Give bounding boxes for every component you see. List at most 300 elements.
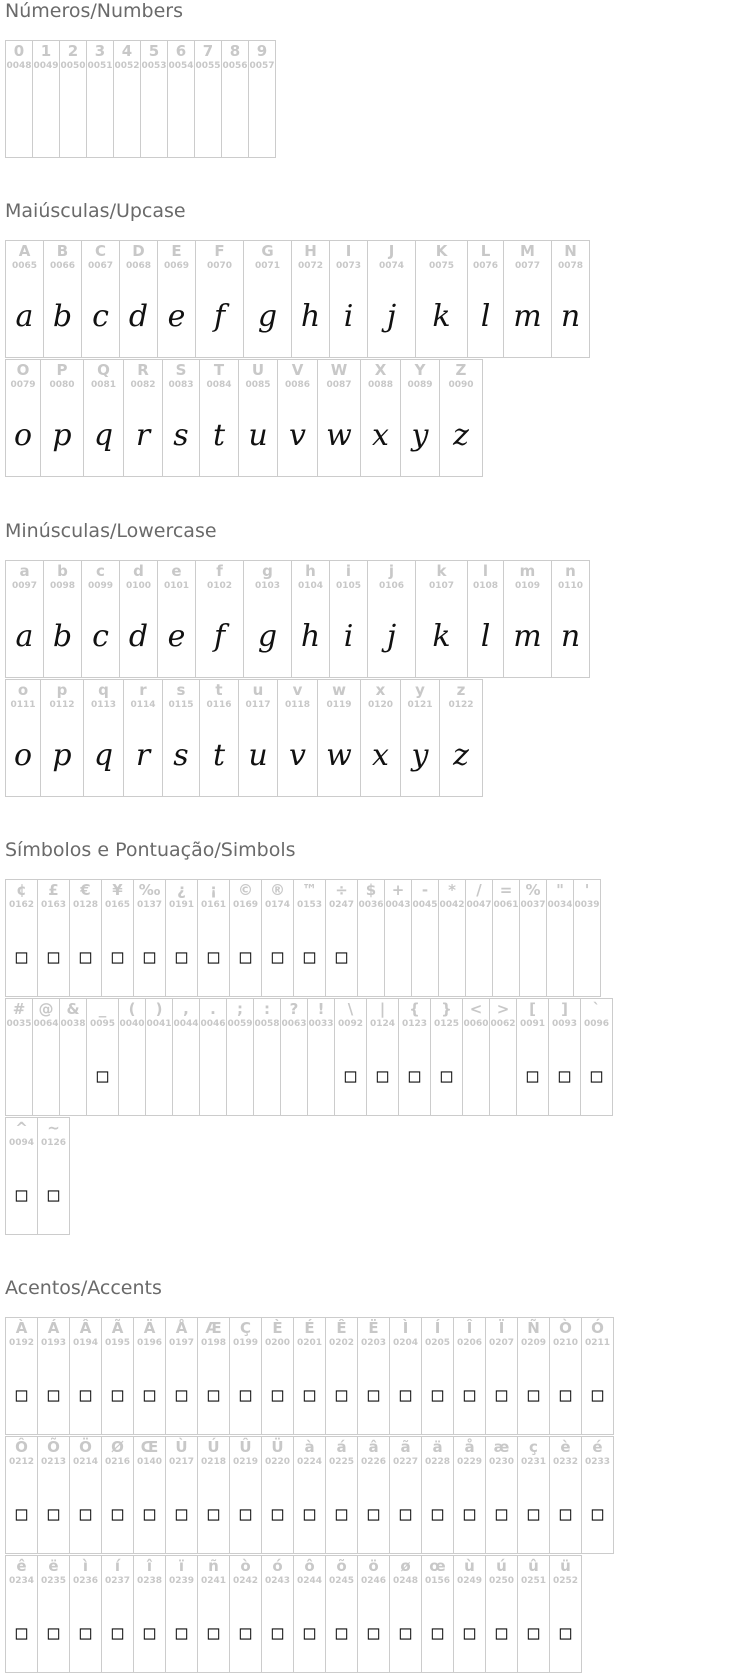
glyph-sample: □: [239, 946, 252, 968]
glyph-character: û: [528, 1557, 539, 1575]
glyph-code: 0245: [328, 1576, 355, 1586]
glyph-code: 0233: [584, 1457, 611, 1467]
glyph-code: 0074: [378, 261, 405, 271]
glyph-code: 0228: [424, 1457, 451, 1467]
glyph-character: -: [421, 881, 429, 899]
glyph-character: r: [139, 681, 147, 699]
glyph-code: 0079: [10, 380, 36, 390]
glyph-character: X: [374, 361, 387, 379]
glyph-character: ": [556, 881, 564, 899]
glyph-cell: [119, 240, 158, 358]
glyph-code: 0106: [378, 581, 405, 591]
glyph-character: Û: [239, 1438, 252, 1456]
glyph-row: [5, 1555, 725, 1673]
glyph-sample: □: [111, 1384, 124, 1406]
glyph-sample: □: [47, 1503, 60, 1525]
glyph-character: ñ: [208, 1557, 219, 1575]
glyph-sample: f: [213, 299, 226, 334]
glyph-code: 0224: [296, 1457, 323, 1467]
glyph-cell: [69, 1436, 102, 1554]
glyph-code: 0125: [433, 1019, 460, 1029]
glyph-character: Î: [466, 1319, 473, 1337]
glyph-cell: [325, 1555, 358, 1673]
glyph-character: ö: [368, 1557, 379, 1575]
glyph-code: 0046: [200, 1019, 226, 1029]
glyph-cell: [197, 879, 230, 997]
glyph-cell: [5, 879, 38, 997]
glyph-sample: □: [175, 1622, 188, 1644]
glyph-character: l: [482, 562, 489, 580]
glyph-cell: [503, 240, 552, 358]
glyph-cell: [334, 998, 367, 1116]
glyph-cell: [293, 879, 326, 997]
glyph-character: À: [15, 1319, 28, 1337]
glyph-cell: [421, 1436, 454, 1554]
glyph-cell: [360, 359, 401, 477]
glyph-character: A: [18, 242, 31, 260]
glyph-code: 0069: [163, 261, 190, 271]
glyph-character: h: [305, 562, 316, 580]
glyph-grid: [5, 40, 725, 159]
glyph-code: 0124: [369, 1019, 396, 1029]
glyph-cell: [123, 679, 163, 797]
glyph-code: 0118: [284, 700, 311, 710]
glyph-character: u: [252, 681, 264, 699]
glyph-cell: [325, 879, 358, 997]
glyph-sample: □: [527, 1622, 540, 1644]
glyph-code: 0239: [168, 1576, 195, 1586]
glyph-code: 0084: [206, 380, 232, 390]
glyph-sample: □: [111, 1503, 124, 1525]
glyph-cell: [157, 560, 196, 678]
glyph-sample: □: [175, 1384, 188, 1406]
glyph-code: 0121: [407, 700, 433, 710]
glyph-sample: l: [480, 299, 491, 334]
glyph-character: à: [304, 1438, 315, 1456]
glyph-character: ¥: [112, 881, 123, 899]
glyph-sample: □: [590, 1065, 603, 1087]
glyph-code: 0199: [232, 1338, 259, 1348]
glyph-character: ù: [464, 1557, 475, 1575]
glyph-cell: [167, 40, 195, 158]
glyph-sample: □: [79, 1503, 92, 1525]
glyph-sample: g: [257, 619, 278, 654]
glyph-cell: [69, 1555, 102, 1673]
glyph-character: z: [456, 681, 466, 699]
glyph-cell: [243, 240, 292, 358]
glyph-character: ¿: [177, 881, 186, 899]
glyph-code: 0116: [206, 700, 232, 710]
glyph-cell: [229, 1317, 262, 1435]
glyph-cell: [40, 679, 84, 797]
glyph-cell: [549, 1436, 582, 1554]
glyph-code: 0100: [125, 581, 152, 591]
glyph-code: 0055: [195, 61, 221, 71]
glyph-code: 0216: [104, 1457, 131, 1467]
glyph-code: 0119: [326, 700, 352, 710]
glyph-character: Y: [414, 361, 426, 379]
glyph-code: 0236: [72, 1576, 99, 1586]
glyph-code: 0112: [49, 700, 75, 710]
glyph-character: ': [584, 881, 590, 899]
glyph-cell: [59, 40, 87, 158]
glyph-cell: [573, 879, 601, 997]
glyph-character: é: [592, 1438, 603, 1456]
glyph-cell: [485, 1317, 518, 1435]
section-title: Números/Numbers: [5, 0, 183, 22]
glyph-cell: [357, 1317, 390, 1435]
glyph-code: 0220: [264, 1457, 291, 1467]
glyph-character: i: [345, 562, 352, 580]
glyph-character: }: [441, 1000, 452, 1018]
glyph-character: a: [19, 562, 30, 580]
glyph-character: Í: [434, 1319, 441, 1337]
glyph-cell: [517, 1436, 550, 1554]
glyph-code: 0232: [552, 1457, 579, 1467]
glyph-code: 0226: [360, 1457, 387, 1467]
glyph-character: ;: [237, 1000, 243, 1018]
glyph-character: ]: [561, 1000, 568, 1018]
glyph-character: ë: [48, 1557, 59, 1575]
glyph-character: &: [66, 1000, 80, 1018]
glyph-sample: □: [431, 1384, 444, 1406]
glyph-sample: □: [47, 946, 60, 968]
glyph-code: 0235: [40, 1576, 67, 1586]
glyph-code: 0214: [72, 1457, 99, 1467]
glyph-cell: [439, 679, 483, 797]
glyph-character: 6: [175, 42, 187, 60]
glyph-sample: □: [463, 1503, 476, 1525]
glyph-sample: □: [367, 1503, 380, 1525]
glyph-sample: j: [386, 619, 397, 654]
glyph-cell: [453, 1436, 486, 1554]
glyph-cell: [32, 40, 60, 158]
glyph-character: Ù: [175, 1438, 188, 1456]
glyph-sample: x: [372, 418, 389, 453]
glyph-cell: [357, 1436, 390, 1554]
glyph-cell: [221, 40, 249, 158]
glyph-code: 0193: [40, 1338, 67, 1348]
glyph-sample: □: [207, 946, 220, 968]
glyph-cell: [32, 998, 60, 1116]
glyph-code: 0163: [40, 900, 67, 910]
glyph-character: Ì: [402, 1319, 409, 1337]
glyph-code: 0113: [90, 700, 117, 710]
glyph-character: R: [137, 361, 149, 379]
glyph-sample: □: [367, 1622, 380, 1644]
glyph-cell: [389, 1436, 422, 1554]
glyph-character: <: [469, 1000, 483, 1018]
glyph-row: [5, 240, 725, 358]
glyph-sample: i: [343, 619, 354, 654]
glyph-cell: [580, 998, 613, 1116]
glyph-character: ô: [304, 1557, 315, 1575]
glyph-sample: □: [367, 1384, 380, 1406]
glyph-code: 0057: [249, 61, 275, 71]
glyph-code: 0051: [87, 61, 113, 71]
glyph-character: 2: [67, 42, 79, 60]
glyph-sample: □: [376, 1065, 389, 1087]
glyph-character: Ò: [559, 1319, 572, 1337]
glyph-sample: □: [47, 1184, 60, 1206]
glyph-code: 0108: [472, 581, 499, 591]
glyph-code: 0196: [136, 1338, 163, 1348]
glyph-code: 0225: [328, 1457, 355, 1467]
glyph-code: 0137: [136, 900, 163, 910]
glyph-code: 0120: [367, 700, 394, 710]
glyph-code: 0041: [146, 1019, 172, 1029]
glyph-character: 4: [121, 42, 133, 60]
glyph-cell: [81, 560, 120, 678]
glyph-cell: [86, 40, 114, 158]
glyph-code: 0200: [264, 1338, 291, 1348]
glyph-sample: z: [453, 418, 469, 453]
glyph-sample: □: [47, 1384, 60, 1406]
glyph-code: 0198: [200, 1338, 227, 1348]
glyph-code: 0140: [136, 1457, 163, 1467]
glyph-cell: [291, 560, 330, 678]
glyph-code: 0080: [49, 380, 75, 390]
glyph-character: ü: [560, 1557, 571, 1575]
glyph-sample: n: [560, 299, 581, 334]
glyph-sample: t: [212, 738, 226, 773]
glyph-code: 0099: [87, 581, 114, 591]
glyph-sample: □: [143, 1503, 156, 1525]
glyph-code: 0082: [130, 380, 156, 390]
glyph-character: Ã: [111, 1319, 124, 1337]
glyph-code: 0056: [222, 61, 248, 71]
glyph-character: F: [214, 242, 225, 260]
glyph-cell: [489, 998, 517, 1116]
glyph-code: 0206: [456, 1338, 483, 1348]
glyph-cell: [165, 879, 198, 997]
glyph-code: 0047: [466, 900, 492, 910]
glyph-sample: x: [372, 738, 389, 773]
glyph-code: 0067: [87, 261, 114, 271]
glyph-character: Ó: [591, 1319, 604, 1337]
glyph-sample: s: [173, 738, 189, 773]
glyph-cell: [329, 240, 368, 358]
glyph-code: 0090: [448, 380, 474, 390]
glyph-code: 0033: [308, 1019, 334, 1029]
glyph-row: [5, 1436, 725, 1554]
glyph-character: +: [391, 881, 405, 899]
glyph-character: Œ: [140, 1438, 159, 1456]
glyph-sample: r: [135, 738, 151, 773]
glyph-sample: p: [52, 738, 72, 773]
glyph-sample: □: [79, 946, 92, 968]
glyph-cell: [162, 679, 200, 797]
glyph-cell: [398, 998, 431, 1116]
glyph-code: 0034: [547, 900, 573, 910]
glyph-code: 0231: [520, 1457, 547, 1467]
glyph-sample: □: [303, 1384, 316, 1406]
glyph-sample: □: [271, 946, 284, 968]
glyph-code: 0093: [551, 1019, 578, 1029]
glyph-cell: [5, 560, 44, 678]
glyph-cell: [226, 998, 254, 1116]
glyph-cell: [485, 1436, 518, 1554]
glyph-character: (: [128, 1000, 136, 1018]
glyph-sample: □: [143, 1384, 156, 1406]
glyph-sample: □: [239, 1622, 252, 1644]
glyph-code: 0103: [254, 581, 281, 591]
glyph-character: í: [114, 1557, 121, 1575]
glyph-code: 0052: [114, 61, 140, 71]
glyph-cell: [253, 998, 281, 1116]
glyph-cell: [357, 879, 385, 997]
glyph-character: æ: [493, 1438, 510, 1456]
glyph-code: 0059: [227, 1019, 253, 1029]
glyph-character: $: [365, 881, 377, 899]
glyph-sample: □: [408, 1065, 421, 1087]
glyph-code: 0242: [232, 1576, 259, 1586]
glyph-character: È: [272, 1319, 283, 1337]
glyph-cell: [384, 879, 412, 997]
glyph-cell: [400, 679, 440, 797]
glyph-code: 0126: [40, 1138, 67, 1148]
glyph-row: [5, 40, 725, 158]
glyph-character: Ø: [111, 1438, 124, 1456]
section-title: Acentos/Accents: [5, 1277, 162, 1299]
glyph-character: Z: [455, 361, 467, 379]
section-title: Maiúsculas/Upcase: [5, 200, 186, 222]
glyph-cell: [367, 560, 416, 678]
glyph-character: ã: [400, 1438, 411, 1456]
glyph-cell: [195, 240, 244, 358]
glyph-code: 0192: [8, 1338, 35, 1348]
glyph-code: 0165: [104, 900, 131, 910]
glyph-sample: s: [173, 418, 189, 453]
glyph-character: ø: [400, 1557, 411, 1575]
glyph-character: €: [80, 881, 91, 899]
glyph-code: 0252: [552, 1576, 579, 1586]
glyph-character: x: [375, 681, 386, 699]
glyph-cell: [293, 1436, 326, 1554]
glyph-code: 0101: [163, 581, 190, 591]
glyph-character: O: [16, 361, 30, 379]
glyph-character: Ç: [239, 1319, 251, 1337]
glyph-sample: e: [167, 619, 186, 654]
glyph-cell: [5, 40, 33, 158]
glyph-cell: [261, 1317, 294, 1435]
glyph-sample: □: [399, 1622, 412, 1644]
glyph-sample: □: [303, 1622, 316, 1644]
glyph-cell: [317, 359, 361, 477]
glyph-code: 0237: [104, 1576, 131, 1586]
glyph-code: 0117: [245, 700, 271, 710]
glyph-cell: [277, 679, 318, 797]
glyph-character: *: [448, 881, 456, 899]
glyph-cell: [197, 1317, 230, 1435]
glyph-cell: [492, 879, 520, 997]
glyph-character: .: [210, 1000, 216, 1018]
glyph-character: â: [368, 1438, 379, 1456]
glyph-character: %: [525, 881, 541, 899]
glyph-character: |: [379, 1000, 386, 1018]
glyph-sample: □: [431, 1622, 444, 1644]
glyph-character: ®: [270, 881, 285, 899]
glyph-cell: [238, 359, 278, 477]
glyph-cell: [503, 560, 552, 678]
glyph-cell: [199, 998, 227, 1116]
glyph-sample: □: [15, 1184, 28, 1206]
glyph-character: ): [155, 1000, 163, 1018]
glyph-code: 0153: [296, 900, 323, 910]
glyph-character: k: [436, 562, 447, 580]
glyph-sample: □: [271, 1384, 284, 1406]
glyph-cell: [81, 240, 120, 358]
glyph-cell: [546, 879, 574, 997]
glyph-character: Ö: [79, 1438, 92, 1456]
glyph-code: 0058: [254, 1019, 280, 1029]
glyph-code: 0076: [472, 261, 499, 271]
glyph-character: ?: [289, 1000, 299, 1018]
glyph-character: W: [330, 361, 348, 379]
glyph-cell: [229, 1436, 262, 1554]
glyph-cell: [467, 560, 504, 678]
glyph-cell: [123, 359, 163, 477]
glyph-code: 0060: [463, 1019, 489, 1029]
glyph-cell: [145, 998, 173, 1116]
glyph-code: 0234: [8, 1576, 35, 1586]
glyph-character: œ: [429, 1557, 446, 1575]
glyph-row: [5, 1317, 725, 1435]
glyph-code: 0251: [520, 1576, 547, 1586]
glyph-sample: □: [335, 1384, 348, 1406]
glyph-cell: [197, 1555, 230, 1673]
glyph-sample: □: [344, 1065, 357, 1087]
glyph-row: [5, 1117, 725, 1235]
glyph-character: Ñ: [527, 1319, 540, 1337]
glyph-sample: □: [175, 1503, 188, 1525]
glyph-sample: u: [248, 418, 268, 453]
glyph-character: á: [336, 1438, 347, 1456]
glyph-character: î: [146, 1557, 153, 1575]
glyph-cell: [172, 998, 200, 1116]
glyph-character: c: [96, 562, 105, 580]
glyph-code: 0110: [557, 581, 584, 591]
glyph-cell: [229, 879, 262, 997]
glyph-character: Q: [97, 361, 110, 379]
glyph-code: 0048: [6, 61, 32, 71]
glyph-character: 0: [13, 42, 25, 60]
glyph-sample: □: [526, 1065, 539, 1087]
glyph-cell: [5, 1436, 38, 1554]
glyph-sample: a: [15, 619, 34, 654]
glyph-grid: [5, 879, 725, 1236]
glyph-character: [: [529, 1000, 536, 1018]
glyph-sample: □: [559, 1503, 572, 1525]
glyph-character: ó: [272, 1557, 283, 1575]
glyph-code: 0081: [90, 380, 117, 390]
glyph-code: 0068: [125, 261, 152, 271]
glyph-sample: □: [15, 1503, 28, 1525]
glyph-sample: □: [440, 1065, 453, 1087]
glyph-code: 0212: [8, 1457, 35, 1467]
glyph-character: ,: [183, 1000, 189, 1018]
glyph-sample: □: [303, 1503, 316, 1525]
glyph-character: ò: [240, 1557, 251, 1575]
glyph-character: ê: [16, 1557, 27, 1575]
glyph-code: 0243: [264, 1576, 291, 1586]
glyph-sample: □: [239, 1503, 252, 1525]
glyph-character: m: [519, 562, 536, 580]
glyph-character: L: [480, 242, 491, 260]
glyph-sample: t: [212, 418, 226, 453]
glyph-code: 0092: [337, 1019, 364, 1029]
glyph-cell: [157, 240, 196, 358]
